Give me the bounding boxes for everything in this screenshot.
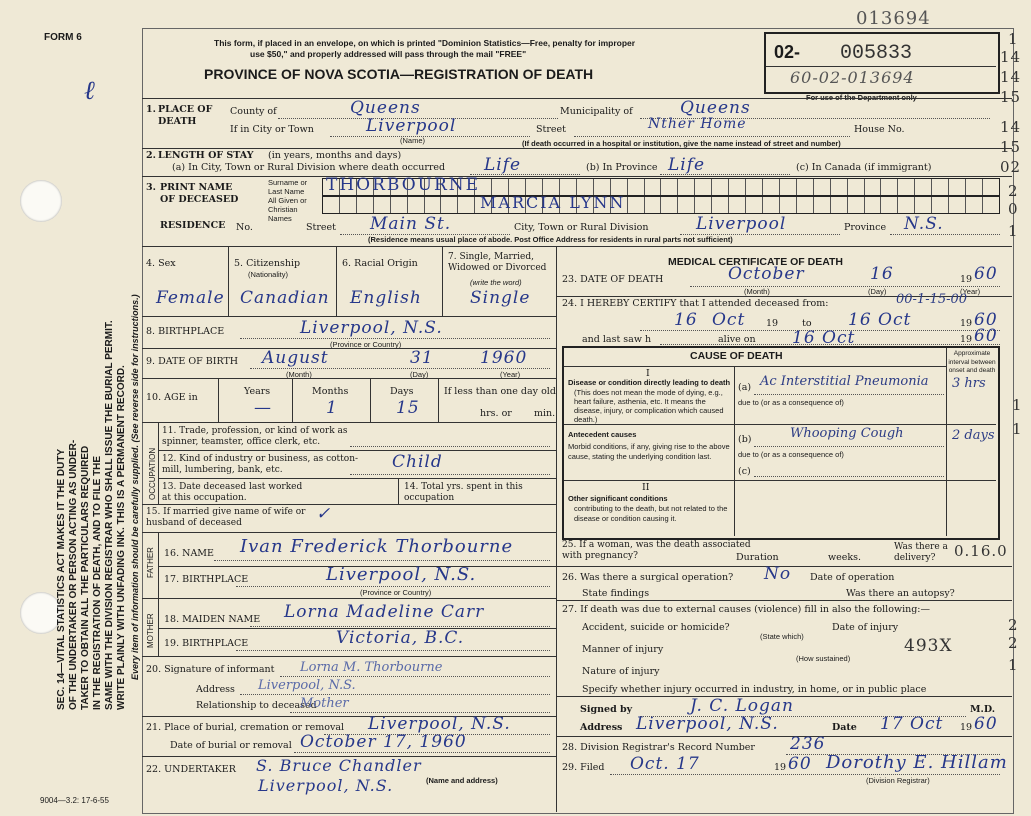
county-value: Queens — [350, 98, 421, 118]
citizen-hint: (Nationality) — [248, 270, 289, 279]
q16-label: 16. NAME — [164, 548, 214, 559]
months-label: Months — [312, 386, 349, 397]
county-label: County of — [230, 106, 277, 117]
cause-b-value: Whooping Cough — [790, 426, 904, 441]
father-name: Ivan Frederick Thorbourne — [240, 536, 514, 557]
street-label: Street — [536, 124, 566, 135]
less-than-day: If less than one day old — [444, 386, 556, 397]
stay-b-label: (b) In Province — [586, 162, 658, 173]
citizen-value: Canadian — [240, 288, 330, 308]
marital-hint: (write the word) — [470, 278, 522, 287]
margin-code-14: 1 — [1008, 656, 1019, 674]
md-label: M.D. — [970, 704, 996, 715]
burial-place: Liverpool, N.S. — [368, 714, 511, 734]
manner-label: Manner of injury — [582, 644, 664, 655]
antecedent-label: Antecedent causes — [568, 430, 637, 439]
residence-street: Main St. — [370, 214, 452, 234]
age-years: — — [254, 398, 272, 418]
q29-label: 29. Filed — [562, 762, 605, 773]
undertaker-hint: (Name and address) — [426, 776, 498, 785]
q28-label: 28. Division Registrar's Record Number — [562, 742, 755, 753]
record-number: 236 — [790, 734, 826, 754]
municipality-value: Queens — [680, 98, 751, 118]
relationship-label: Relationship to deceased — [196, 700, 317, 711]
q15-value: ✓ — [316, 504, 332, 524]
cause-roman-1: I — [646, 368, 650, 379]
origin-value: English — [350, 288, 422, 308]
stay-c-label: (c) In Canada (if immigrant) — [796, 162, 932, 173]
immediate-hint: (This does not mean the mode of dying, e.g., heart failure, asthenia, etc. It means the disease, injury, or complication which caused death.) — [574, 388, 724, 424]
margin-code-6: 02 — [1000, 158, 1022, 176]
nature-label: Nature of injury — [582, 666, 660, 677]
q13-label: 13. Date deceased last worked at this occupation. — [162, 482, 303, 503]
mother-name: Lorna Madeline Carr — [284, 602, 485, 622]
marital-value: Single — [470, 288, 531, 308]
burial-date: October 17, 1960 — [300, 732, 467, 752]
q20-label: 20. Signature of informant — [146, 664, 275, 675]
reg-number-2: 60-02-013694 — [790, 68, 915, 87]
sign-date: 17 Oct — [880, 714, 944, 734]
father-birthplace: Liverpool, N.S. — [326, 564, 477, 585]
dod-day: 16 — [870, 264, 894, 284]
q26-label: 26. Was there a surgical operation? — [562, 572, 734, 583]
cause-a-value: Ac Interstitial Pneumonia — [760, 374, 929, 389]
name-label-1: PRINT NAME — [160, 182, 233, 193]
stay-label-no: 2. — [146, 150, 156, 161]
form-title: PROVINCE OF NOVA SCOTIA—REGISTRATION OF DEATH — [204, 66, 594, 82]
age-days: 15 — [396, 398, 420, 418]
citizen-label: 5. Citizenship — [234, 258, 301, 269]
father-side-label: FATHER — [146, 547, 155, 578]
residence-no-label: No. — [236, 222, 253, 233]
form-number: FORM 6 — [44, 32, 82, 43]
dept-use-note: For use of the Department only — [806, 93, 917, 102]
place-label: PLACE OF DEATH — [158, 104, 213, 127]
dob-day-hint: (Day) — [410, 370, 429, 379]
q18-label: 18. MAIDEN NAME — [164, 614, 261, 625]
attend-to-year-prefix: 19 — [960, 318, 973, 329]
q12-value: Child — [392, 452, 443, 472]
dod-year: 60 — [974, 264, 998, 284]
q12-label: 12. Kind of industry or business, as cotton-mill, lumbering, bank, etc. — [162, 454, 359, 475]
signer-address: Liverpool, N.S. — [636, 714, 779, 734]
q23-label: 23. DATE OF DEATH — [562, 274, 664, 285]
dob-month-hint: (Month) — [286, 370, 312, 379]
stay-a-label: (a) In City, Town or Rural Division where death occurred — [172, 162, 446, 173]
residence-city-label: City, Town or Rural Division — [514, 222, 649, 233]
dob-month: August — [262, 348, 329, 368]
dod-day-hint: (Day) — [868, 287, 887, 296]
other-hint: contributing to the death, but not related to the disease or condition causing it. — [574, 504, 728, 523]
autopsy-label: Was there an autopsy? — [846, 588, 955, 599]
cause-a-label: (a) — [738, 382, 752, 393]
house-label: House No. — [854, 124, 905, 135]
attend-to-year: 60 — [974, 310, 998, 330]
signer-signature: J. C. Logan — [690, 696, 795, 716]
residence-label: RESIDENCE — [160, 220, 226, 231]
burial-date-label: Date of burial or removal — [170, 740, 292, 751]
birthplace-label: 8. BIRTHPLACE — [146, 326, 225, 337]
sidebar-line-6: WRITE PLAINLY WITH UNFADING INK. THIS IS A PERMANENT RECORD. — [116, 365, 127, 710]
filed-year-prefix: 19 — [774, 762, 787, 773]
sign-date-label: Date — [832, 722, 857, 733]
margin-code-8: 0 — [1008, 200, 1019, 218]
reg-prefix: 02- — [774, 42, 801, 62]
immediate-label: Disease or condition directly leading to death — [568, 378, 731, 387]
margin-code-11: 1 — [1012, 420, 1023, 438]
sex-value: Female — [156, 288, 225, 308]
informant-address: Liverpool, N.S. — [258, 678, 356, 693]
q19-label: 19. BIRTHPLACE — [164, 638, 249, 649]
surname-label: Surname or Last Name — [268, 178, 308, 196]
how-hint: (How sustained) — [796, 654, 851, 663]
given-grid — [322, 196, 1000, 214]
pen-mark: ℓ — [84, 76, 96, 106]
margin-code-10: 1 — [1012, 396, 1023, 414]
dod-month-hint: (Month) — [744, 287, 770, 296]
stay-b-value: Life — [668, 155, 706, 175]
margin-code-7: 2 — [1008, 182, 1019, 200]
manner-code: 493X — [904, 636, 953, 656]
mail-notice-1: This form, if placed in an envelope, on which is printed "Dominion Statistics—Free, penalty for improper — [214, 38, 636, 48]
reg-number: 005833 — [840, 42, 913, 65]
q22-label: 22. UNDERTAKER — [146, 764, 236, 775]
father-prov-hint: (Province or Country) — [360, 588, 432, 597]
registrar-hint: (Division Registrar) — [866, 776, 930, 785]
street-value: Nther Home — [648, 116, 747, 132]
dob-label: 9. DATE OF BIRTH — [146, 356, 239, 367]
q11-label: 11. Trade, profession, or kind of work as spinner, teamster, office clerk, etc. — [162, 426, 348, 447]
attend-to-date: 16 Oct — [848, 310, 912, 330]
q21-label: 21. Place of burial, cremation or removal — [146, 722, 345, 733]
q27-label: 27. If death was due to external causes (violence) fill in also the following:— — [562, 604, 931, 615]
surname-value: THORBOURNE — [326, 175, 481, 195]
signer-address-label: Address — [580, 722, 623, 733]
q17-label: 17. BIRTHPLACE — [164, 574, 249, 585]
mother-side-label: MOTHER — [146, 613, 155, 648]
due-to-a: due to (or as a consequence of) — [738, 398, 844, 407]
dob-year-hint: (Year) — [500, 370, 521, 379]
alive-year-prefix: 19 — [960, 334, 973, 345]
dob-year: 1960 — [480, 348, 528, 368]
marital-label: 7. Single, Married, Widowed or Divorced — [448, 252, 547, 273]
sidebar-line-7: Every item of information should be carefully supplied. (See reverse side for instructions.) — [130, 294, 140, 680]
hrs-label: hrs. or — [480, 408, 512, 419]
q15-label: 15. If married give name of wife or husband of deceased — [146, 507, 306, 528]
margin-code-5: 15 — [1000, 138, 1022, 156]
date-injury-label: Date of injury — [832, 622, 899, 633]
cause-b-interval: 2 days — [952, 428, 995, 443]
sidebar-line-5: SAME WITH THE DIVISION REGISTRAR WHO SHALL ISSUE THE BURIAL PERMIT. — [104, 320, 115, 710]
age-months: 1 — [326, 398, 338, 418]
attend-year-prefix: 19 — [766, 318, 779, 329]
filed-year: 60 — [788, 754, 812, 774]
interval-hint: Approximate interval between onset and death — [948, 350, 996, 374]
sign-year-prefix: 19 — [960, 722, 973, 733]
duration-label: Duration — [736, 552, 779, 563]
margin-code-1: 14 — [1000, 48, 1022, 66]
delivery-code: 0.16.0 — [954, 542, 1008, 560]
dod-year-prefix: 19 — [960, 274, 973, 285]
date-operation-label: Date of operation — [810, 572, 895, 583]
cause-b-label: (b) — [738, 434, 752, 445]
dod-month: October — [728, 264, 805, 284]
margin-code-9: 1 — [1008, 222, 1019, 240]
stay-label: LENGTH OF STAY — [158, 150, 254, 161]
residence-street-label: Street — [306, 222, 336, 233]
footer-code: 9004—3.2: 17-6-55 — [40, 796, 109, 805]
occupation-side-label: OCCUPATION — [148, 447, 157, 500]
cause-header: CAUSE OF DEATH — [690, 350, 783, 362]
margin-code-13: 2 — [1008, 634, 1019, 652]
relationship-value: Mother — [300, 696, 349, 711]
given-label: All Given or Christian Names — [268, 196, 307, 223]
birthplace-hint: (Province or Country) — [330, 340, 402, 349]
attend-from-day: 16 — [674, 310, 698, 330]
name-label-2: OF DECEASED — [160, 194, 239, 205]
sidebar-line-2: OF THE UNDERTAKER OR PERSON ACTING AS UNDER- — [68, 439, 79, 710]
min-label: min. — [534, 408, 556, 419]
stay-a-value: Life — [484, 155, 522, 175]
margin-code-2: 14 — [1000, 68, 1022, 86]
dod-year-hint: (Year) — [960, 287, 981, 296]
given-value: MARCIA LYNN — [480, 193, 626, 212]
attend-note: 00-1-15-00 — [896, 292, 968, 307]
sign-year: 60 — [974, 714, 998, 734]
mother-birthplace: Victoria, B.C. — [336, 628, 465, 648]
days-label: Days — [390, 386, 414, 397]
alive-year: 60 — [974, 326, 998, 346]
cause-roman-2: II — [642, 482, 650, 493]
margin-code-3: 15 — [1000, 88, 1022, 106]
stamp-number-top: 013694 — [856, 8, 931, 29]
hospital-note: (If death occurred in a hospital or institution, give the name instead of street and number) — [522, 139, 841, 148]
weeks-label: weeks. — [828, 552, 862, 563]
residence-province: N.S. — [904, 214, 944, 234]
informant-address-label: Address — [196, 684, 235, 695]
city-label: If in City or Town — [230, 124, 314, 135]
sidebar-line-1: SEC. 14—VITAL STATISTICS ACT MAKES IT THE DUTY — [56, 448, 67, 710]
name-hint: (Name) — [400, 136, 426, 145]
registrar-signature: Dorothy E. Hillam — [826, 752, 1008, 773]
specify-label: Specify whether injury occurred in industry, in home, or in public place — [582, 684, 927, 695]
delivery-label: Was there a delivery? — [894, 542, 948, 563]
mail-notice-2: use $50," and properly addressed will pass through the mail "FREE" — [250, 49, 527, 59]
cause-c-label: (c) — [738, 466, 751, 477]
residence-note: (Residence means usual place of abode. Post Office Address for residents in rural parts not sufficient) — [368, 235, 733, 244]
cause-a-interval: 3 hrs — [952, 376, 986, 391]
age-label: 10. AGE in — [146, 392, 198, 403]
sidebar-line-3: TAKER TO OBTAIN ALL THE PARTICULARS REQUIRED — [80, 445, 91, 710]
signed-by-label: Signed by — [580, 704, 633, 715]
place-label-no: 1. — [146, 104, 156, 115]
alive-date: 16 Oct — [792, 328, 856, 348]
surgery-value: No — [764, 564, 792, 584]
antecedent-hint: Morbid conditions, if any, giving rise to the above cause, stating the underlying condition last. — [568, 442, 730, 461]
filed-date: Oct. 17 — [630, 754, 700, 774]
margin-code-0: 1 — [1008, 30, 1019, 48]
due-to-b: due to (or as a consequence of) — [738, 450, 844, 459]
name-label-no: 3. — [146, 182, 156, 193]
municipality-label: Municipality of — [560, 106, 633, 117]
attend-to-label: to — [802, 318, 812, 329]
margin-code-12: 2 — [1008, 616, 1019, 634]
sex-label: 4. Sex — [146, 258, 176, 269]
medical-header: MEDICAL CERTIFICATE OF DEATH — [668, 256, 843, 268]
residence-city: Liverpool — [696, 214, 787, 234]
sidebar-line-4: IN THE REGISTRATION OF DEATH, AND TO FILE THE — [92, 455, 103, 710]
state-findings-label: State findings — [582, 588, 650, 599]
q25-label: 25. If a woman, was the death associated with pregnancy? — [562, 540, 751, 561]
birthplace-value: Liverpool, N.S. — [300, 318, 443, 338]
stay-hint: (in years, months and days) — [268, 150, 402, 161]
residence-province-label: Province — [844, 222, 887, 233]
years-label: Years — [244, 386, 271, 397]
informant-signature: Lorna M. Thorbourne — [300, 660, 443, 675]
accident-label: Accident, suicide or homicide? — [582, 622, 730, 633]
city-value: Liverpool — [366, 116, 457, 136]
undertaker-address: Liverpool, N.S. — [258, 776, 394, 795]
alive-on-label: alive on — [718, 334, 756, 345]
attend-from-month: Oct — [712, 310, 746, 330]
other-label: Other significant conditions — [568, 494, 668, 503]
undertaker-name: S. Bruce Chandler — [256, 756, 422, 775]
origin-label: 6. Racial Origin — [342, 258, 418, 269]
margin-code-4: 14 — [1000, 118, 1022, 136]
sidebar-instructions — [56, 150, 156, 710]
q24-label: 24. I HEREBY CERTIFY that I attended deceased from: — [562, 298, 829, 309]
last-saw-label: and last saw h — [582, 334, 652, 345]
state-which-hint: (State which) — [760, 632, 804, 641]
q14-label: 14. Total yrs. spent in this occupation — [404, 482, 523, 503]
dob-day: 31 — [410, 348, 434, 368]
